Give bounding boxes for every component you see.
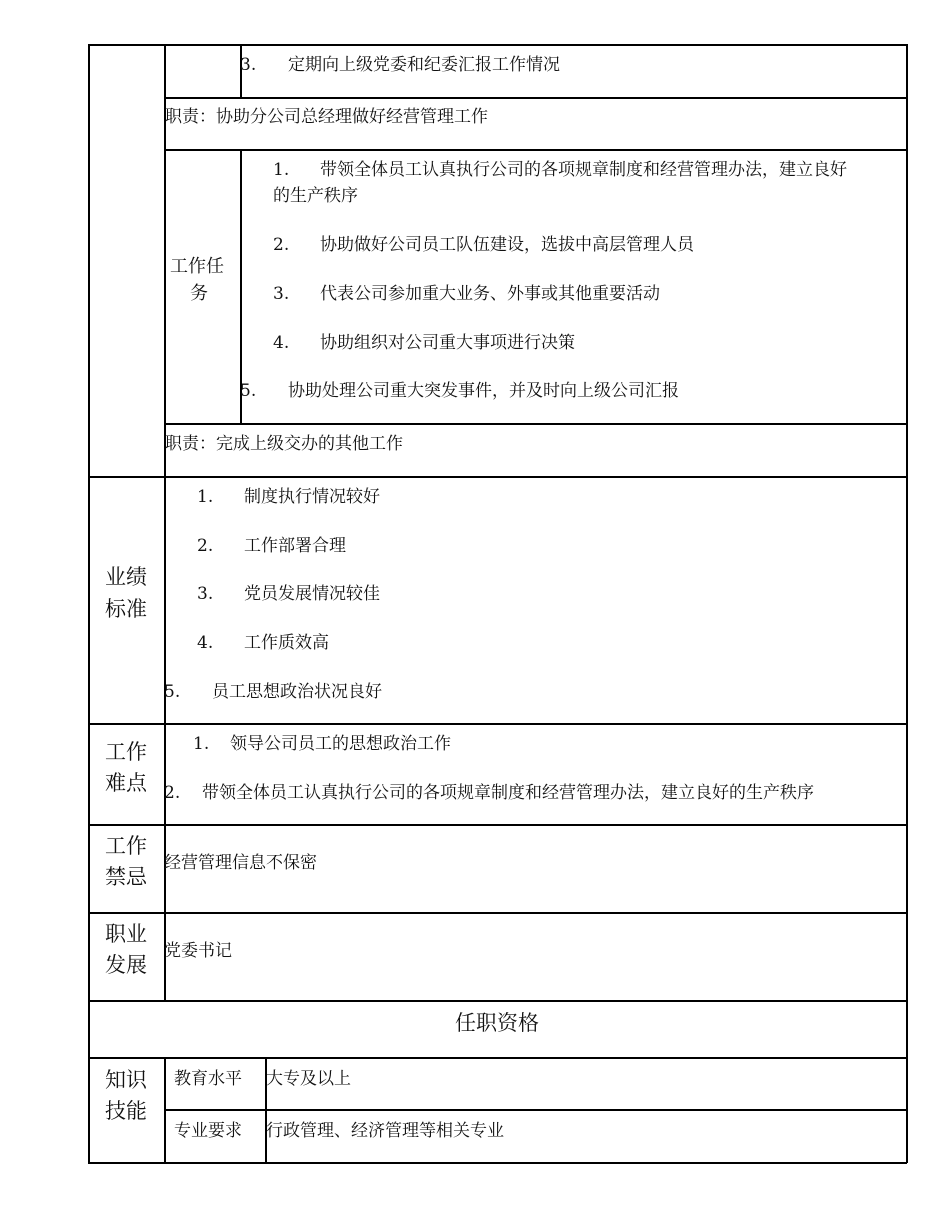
performance-label-line2: 标准 <box>105 597 147 621</box>
item-number: 2. <box>197 536 214 556</box>
item-number: 3. <box>273 284 290 304</box>
item-number: 2. <box>164 783 181 803</box>
difficulty-label-line1: 工作 <box>105 740 147 764</box>
rule <box>164 423 907 425</box>
rule <box>164 1109 907 1111</box>
difficulty-label-line2: 难点 <box>105 771 147 795</box>
qualification-title: 任职资格 <box>455 1011 539 1035</box>
item-number: 2. <box>273 235 290 255</box>
list-item <box>240 50 560 75</box>
task-item-continuation: 的生产秩序 <box>273 186 358 206</box>
duty-text: 职责：协助分公司总经理做好经营管理工作 <box>165 107 488 127</box>
performance-item <box>197 579 380 604</box>
performance-item <box>197 628 329 653</box>
item-number: 3. <box>197 584 214 604</box>
education-value: 大专及以上 <box>266 1069 351 1089</box>
item-number: 1. <box>273 160 290 180</box>
item-number: 4. <box>197 633 214 653</box>
task-label-line2: 务 <box>190 283 208 304</box>
rule <box>88 1057 907 1059</box>
item-text: 协助做好公司员工队伍建设，选拔中高层管理人员 <box>320 235 694 255</box>
item-text: 带领全体员工认真执行公司的各项规章制度和经营管理办法，建立良好的生产秩序 <box>202 783 814 803</box>
career-label-line1: 职业 <box>105 922 147 946</box>
task-label-line1: 工作任 <box>170 256 224 277</box>
task-item <box>240 376 679 401</box>
difficulty-item <box>193 729 451 754</box>
item-text: 定期向上级党委和纪委汇报工作情况 <box>288 55 560 75</box>
item-text: 制度执行情况较好 <box>244 487 380 507</box>
major-label: 专业要求 <box>174 1121 242 1141</box>
rule-left <box>88 44 90 1163</box>
rule <box>88 476 907 478</box>
item-text: 带领全体员工认真执行公司的各项规章制度和经营管理办法，建立良好 <box>320 160 847 180</box>
difficulty-item <box>164 778 814 803</box>
major-value: 行政管理、经济管理等相关专业 <box>266 1121 504 1141</box>
item-text: 党员发展情况较佳 <box>244 584 380 604</box>
knowledge-label-line2: 技能 <box>105 1099 147 1123</box>
rule-right <box>906 44 908 1163</box>
item-text: 工作质效高 <box>244 633 329 653</box>
performance-label-line1: 业绩 <box>105 565 147 589</box>
rule-bottom <box>88 1162 907 1164</box>
item-text: 代表公司参加重大业务、外事或其他重要活动 <box>320 284 660 304</box>
performance-item <box>197 482 380 507</box>
item-number: 5. <box>240 381 257 401</box>
rule <box>164 97 907 99</box>
item-number: 1. <box>193 734 210 754</box>
taboo-text: 经营管理信息不保密 <box>164 853 317 873</box>
task-item <box>273 328 575 353</box>
task-item <box>273 230 694 255</box>
item-number: 5. <box>164 682 181 702</box>
item-text: 工作部署合理 <box>244 536 346 556</box>
rule <box>164 149 907 151</box>
taboo-label-line2: 禁忌 <box>105 865 147 889</box>
rule <box>88 723 907 725</box>
task-item <box>273 279 660 304</box>
item-number: 1. <box>197 487 214 507</box>
taboo-label-line1: 工作 <box>105 834 147 858</box>
item-text: 协助组织对公司重大事项进行决策 <box>320 333 575 353</box>
performance-item <box>164 677 382 702</box>
knowledge-label-line1: 知识 <box>105 1068 147 1092</box>
rule-top <box>88 44 907 46</box>
performance-item <box>197 531 346 556</box>
rule <box>88 1000 907 1002</box>
item-text: 协助处理公司重大突发事件，并及时向上级公司汇报 <box>288 381 679 401</box>
rule <box>88 912 907 914</box>
task-item <box>273 155 847 180</box>
career-text: 党委书记 <box>164 941 232 961</box>
item-text: 领导公司员工的思想政治工作 <box>230 734 451 754</box>
duty-text: 职责：完成上级交办的其他工作 <box>165 434 403 454</box>
item-number: 3. <box>240 55 257 75</box>
item-number: 4. <box>273 333 290 353</box>
item-text: 员工思想政治状况良好 <box>212 682 382 702</box>
rule <box>164 1057 166 1163</box>
rule <box>88 824 907 826</box>
career-label-line2: 发展 <box>105 953 147 977</box>
education-label: 教育水平 <box>174 1069 242 1089</box>
